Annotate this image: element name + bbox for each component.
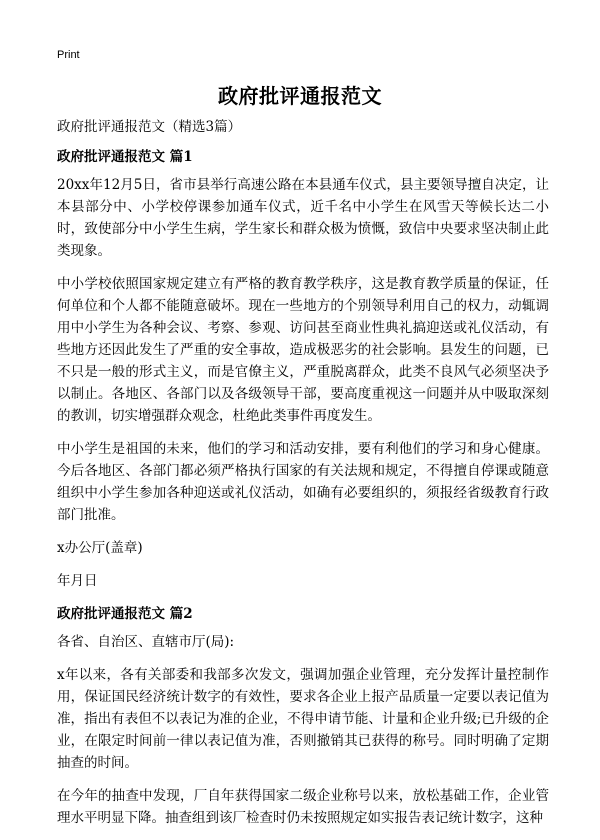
section-2-salutation: 各省、自治区、直辖市厅(局):	[57, 634, 235, 650]
section-1-heading: 政府批评通报范文 篇1	[57, 149, 193, 165]
print-label: Print	[57, 49, 80, 61]
section-1-paragraph-3: 中小学生是祖国的未来，他们的学习和活动安排，要有利他们的学习和身心健康。今后各地区、各部门都必须严格执行国家的有关法规和规定，不得擅自停课或随意组织中小学生参加各种迎送或礼仪活动，如确有必要组织的，须报经省级教育行政部门批准。	[57, 441, 549, 523]
section-2-paragraph-1: x年以来，各有关部委和我部多次发文，强调加强企业管理，充分发挥计量控制作用，保证国民经济统计数字的有效性，要求各企业上报产品质量一定要以表记值为准，指出有表但不以表记为准的企业，不得申请节能、计量和企业升级;已升级的企业，在限定时间前一律以表记值为准，否则撤销其已获得的称号。同时明确了定期抽查的时间。	[57, 667, 549, 771]
document-title: 政府批评通报范文	[218, 84, 382, 108]
section-2-heading: 政府批评通报范文 篇2	[57, 606, 193, 622]
section-1-paragraph-1: 20xx年12月5日，省市县举行高速公路在本县通车仪式，县主要领导擅自决定，让本县部分中、小学校停课参加通车仪式，近千名中小学生在风雪天等候长达二小时，致使部分中小学生生病，学生家长和群众极为愤慨，致信中央要求坚决制止此类现象。	[57, 177, 549, 259]
section-2-paragraph-2: 在今年的抽查中发现，厂自年获得国家二级企业称号以来，放松基础工作，企业管理水平明显下降。抽查组到该厂检查时仍未按照规定如实报告表记统计数字，这种	[57, 788, 549, 826]
section-1-date: 年月日	[57, 573, 98, 589]
section-1-paragraph-2: 中小学校依照国家规定建立有严格的教育教学秩序，这是教育教学质量的保证，任何单位和个人都不能随意破坏。现在一些地方的个别领导利用自己的权力，动辄调用中小学生为各种会议、考察、参观、访问甚至商业性典礼搞迎送或礼仪活动，有些地方还因此发生了严重的安全事故，造成极恶劣的社会影响。县发生的问题，已不只是一般的形式主义，而是官僚主义，严重脱离群众，此类不良风气必须坚决予以制止。各地区、各部门以及各级领导干部，要高度重视这一问题并从中吸取深刻的教训，切实增强群众观念，杜绝此类事件再度发生。	[57, 276, 549, 424]
document-subtitle: 政府批评通报范文（精选3篇）	[57, 119, 242, 135]
document-body	[57, 116, 549, 840]
section-1-signature: x办公厅(盖章)	[57, 540, 143, 556]
